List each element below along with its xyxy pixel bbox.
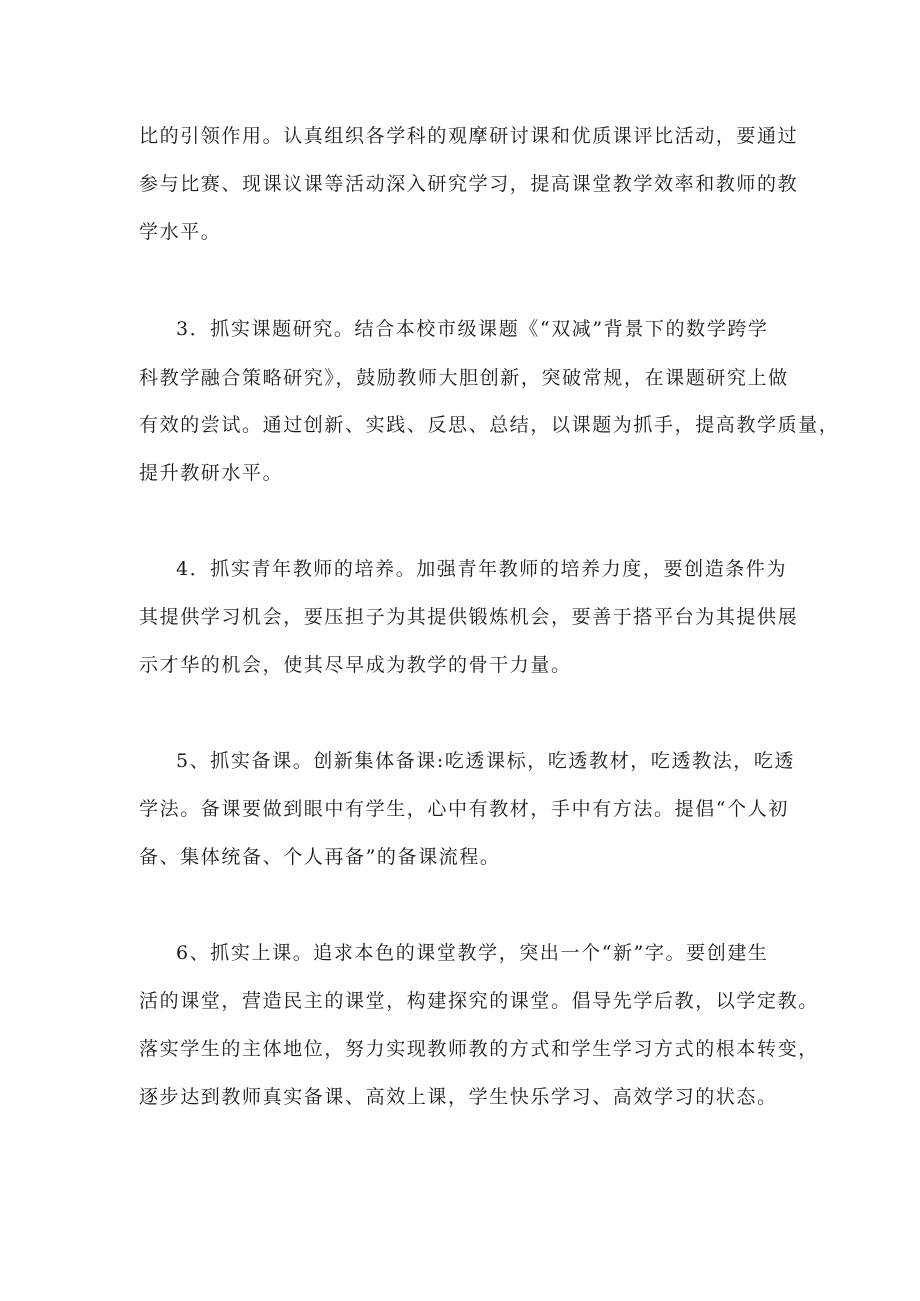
paragraph-2-line-1: 3．抓实课题研究。结合本校市级课题《“双减”背景下的数学跨学 (176, 318, 769, 340)
paragraph-1-line-1: 比的引领作用。认真组织各学科的观摩研讨课和优质课评比活动，要通过 (139, 125, 799, 147)
paragraph-3-line-2: 其提供学习机会，要压担子为其提供锻炼机会，要善于搭平台为其提供展 (139, 606, 799, 628)
paragraph-5-line-2: 活的课堂，营造民主的课堂，构建探究的课堂。倡导先学后教，以学定教。 (139, 990, 819, 1012)
paragraph-2-line-3: 有效的尝试。通过创新、实践、反思、总结，以课题为抓手，提高教学质量， (139, 414, 840, 436)
paragraph-3-line-3: 示才华的机会，使其尽早成为教学的骨干力量。 (139, 654, 572, 676)
paragraph-3-line-1: 4．抓实青年教师的培养。加强青年教师的培养力度，要创造条件为 (176, 558, 788, 580)
paragraph-2-line-4: 提升教研水平。 (139, 462, 284, 484)
paragraph-1-line-2: 参与比赛、现课议课等活动深入研究学习，提高课堂教学效率和教师的教 (139, 173, 799, 195)
paragraph-4-line-3: 备、集体统备、个人再备”的备课流程。 (139, 846, 501, 868)
paragraph-2-line-2: 科教学融合策略研究》，鼓励教师大胆创新，突破常规，在课题研究上做 (139, 367, 789, 389)
paragraph-4-line-2: 学法。备课要做到眼中有学生，心中有教材，手中有方法。提倡“个人初 (139, 798, 789, 820)
paragraph-5-line-1: 6、抓实上课。追求本色的课堂教学，突出一个“新”字。要创建生 (176, 942, 769, 964)
paragraph-1-line-3: 学水平。 (139, 221, 222, 243)
paragraph-4-line-1: 5、抓实备课。创新集体备课:吃透课标，吃透教材，吃透教法，吃透 (176, 750, 796, 772)
paragraph-5-line-4: 逐步达到教师真实备课、高效上课，学生快乐学习、高效学习的状态。 (139, 1086, 778, 1108)
paragraph-5-line-3: 落实学生的主体地位，努力实现教师教的方式和学生学习方式的根本转变， (139, 1038, 819, 1060)
